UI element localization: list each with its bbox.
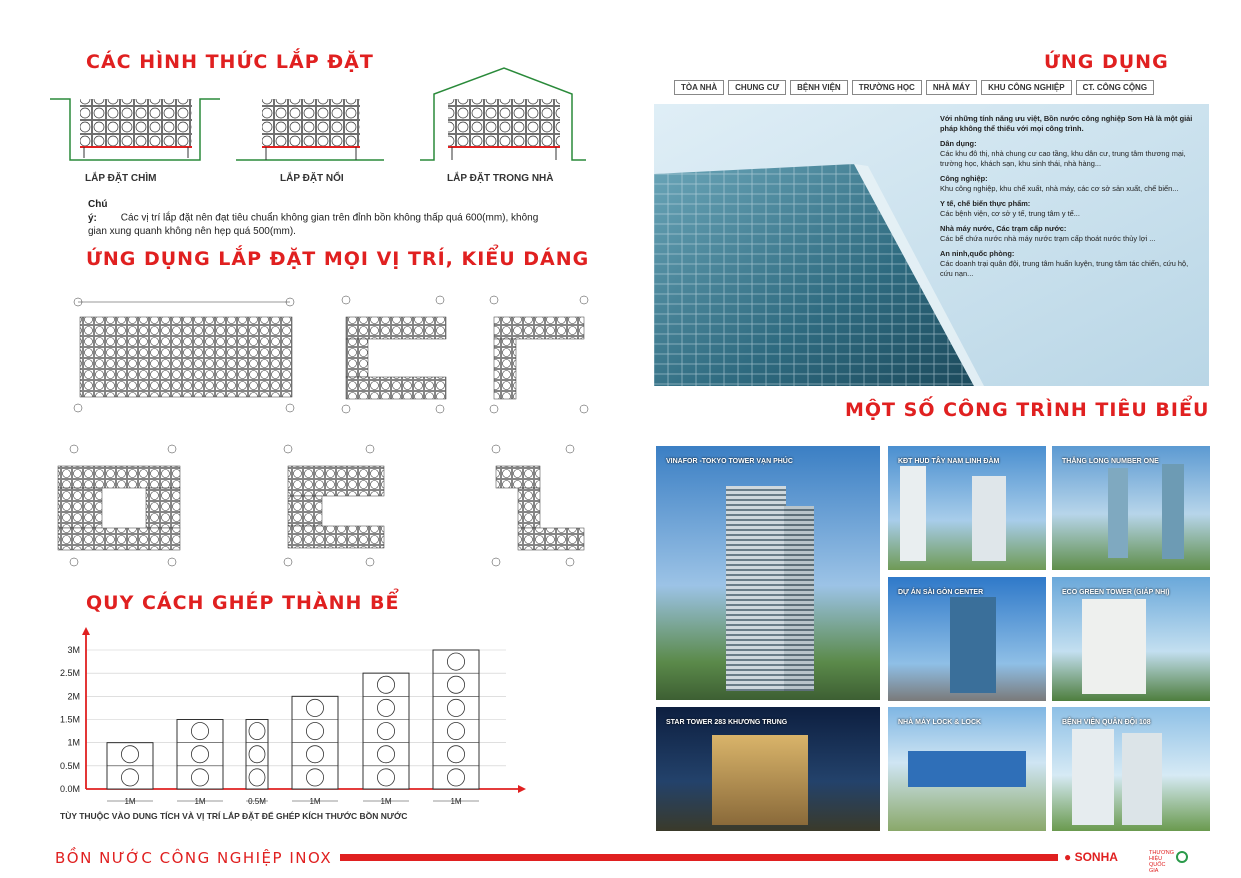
project-photo-star-tower bbox=[656, 707, 880, 831]
tab-factory[interactable]: NHÀ MÁY bbox=[926, 80, 977, 95]
layout-plans bbox=[50, 292, 610, 572]
project-photo-lock-lock bbox=[888, 707, 1046, 831]
x-tick-label: 1M bbox=[450, 797, 462, 806]
spec-title: QUY CÁCH GHÉP THÀNH BỂ bbox=[86, 592, 400, 614]
y-tick-label: 0.5M bbox=[59, 760, 80, 771]
install-note bbox=[88, 198, 558, 239]
section-text: Khu công nghiệp, khu chế xuất, nhà máy, các cơ sở sản xuất, chế biến... bbox=[940, 183, 1179, 193]
x-tick-label: 1M bbox=[194, 797, 206, 806]
project-photo-hospital-108 bbox=[1052, 707, 1210, 831]
national-brand-logo: THƯƠNG HIỆU QUỐC GIA bbox=[1149, 850, 1174, 875]
plan-z-shape bbox=[492, 445, 584, 566]
section-title: An ninh,quốc phòng: bbox=[940, 248, 1015, 258]
project-photo-saigon-center bbox=[888, 577, 1046, 701]
plan-c-shape bbox=[284, 445, 384, 566]
y-axis-arrow bbox=[82, 627, 90, 635]
install-label-indoor: LẮP ĐẶT TRONG NHÀ bbox=[447, 173, 554, 184]
spec-caption: TÙY THUỘC VÀO DUNG TÍCH VÀ VỊ TRÍ LẮP ĐẶT ĐỂ GHÉP KÍCH THƯỚC BỒN NƯỚC bbox=[60, 811, 408, 821]
note-label: Chú ý: bbox=[88, 199, 108, 224]
project-label: KĐT HUD TÂY NAM LINH ĐÀM bbox=[898, 458, 1000, 465]
y-tick-label: 2M bbox=[67, 691, 80, 702]
x-tick-label: 1M bbox=[309, 797, 321, 806]
project-photo-vinafor bbox=[656, 446, 880, 700]
project-label: NHÀ MÁY LOCK & LOCK bbox=[898, 719, 982, 726]
tab-school[interactable]: TRƯỜNG HỌC bbox=[852, 80, 922, 95]
x-tick-label: 0.5M bbox=[248, 797, 266, 806]
project-photo-hud bbox=[888, 446, 1046, 570]
tab-building[interactable]: TÒA NHÀ bbox=[674, 80, 724, 95]
x-tick-label: 1M bbox=[380, 797, 392, 806]
x-tick-label: 1M bbox=[124, 797, 136, 806]
section-text: Các bể chứa nước nhà máy nước trạm cấp thoát nước thủy lợi ... bbox=[940, 233, 1156, 243]
sonha-logo bbox=[1064, 850, 1118, 864]
plan-rectangle bbox=[74, 298, 294, 412]
section-text: Các bệnh viện, cơ sở y tế, trung tâm y tế... bbox=[940, 208, 1080, 218]
y-tick-label: 3M bbox=[67, 645, 80, 655]
indoor-install-diagram bbox=[420, 68, 586, 160]
spec-chart bbox=[50, 625, 530, 815]
y-tick-label: 1M bbox=[67, 737, 80, 748]
logo-icon: ● bbox=[1064, 850, 1072, 864]
section-text: Các khu đô thị, nhà chung cư cao tầng, khu dân cư, trung tâm thương mại, trường học, khách sạn, khu sinh thái, nhà hàng... bbox=[940, 148, 1186, 168]
section-title: Y tế, chế biến thực phẩm: bbox=[940, 198, 1031, 208]
plan-l-shape bbox=[490, 296, 588, 413]
tab-hospital[interactable]: BỆNH VIỆN bbox=[790, 80, 848, 95]
tab-public-works[interactable]: CT. CÔNG CỘNG bbox=[1076, 80, 1154, 95]
install-label-surface: LẮP ĐẶT NỔI bbox=[280, 173, 344, 184]
install-title: CÁC HÌNH THỨC LẮP ĐẶT bbox=[86, 51, 374, 73]
section-title: Nhà máy nước, Các trạm cấp nước: bbox=[940, 223, 1067, 233]
surface-install-diagram bbox=[236, 99, 384, 160]
footer-title: BỒN NƯỚC CÔNG NGHIỆP INOX bbox=[55, 849, 333, 867]
project-label: STAR TOWER 283 KHƯƠNG TRUNG bbox=[666, 719, 788, 726]
section-text: Các doanh trại quân đội, trung tâm huấn luyện, trung tâm tác chiến, cứu hộ, cứu nạn... bbox=[940, 258, 1189, 278]
layout-title: ỨNG DỤNG LẮP ĐẶT MỌI VỊ TRÍ, KIỂU DÁNG bbox=[86, 248, 590, 270]
footer-bar bbox=[340, 854, 1058, 861]
plan-frame bbox=[58, 445, 180, 566]
application-description bbox=[940, 114, 1202, 284]
section-title: Công nghiệp: bbox=[940, 173, 988, 183]
y-tick-label: 0.0M bbox=[59, 784, 80, 794]
application-tabs bbox=[674, 80, 1154, 95]
x-axis-arrow bbox=[518, 785, 526, 793]
install-label-sunken: LẮP ĐẶT CHÌM bbox=[85, 173, 157, 184]
plan-i-shape bbox=[342, 296, 446, 413]
y-tick-label: 2.5M bbox=[59, 668, 80, 679]
project-label: ECO GREEN TOWER (GIÁP NHỊ) bbox=[1062, 589, 1170, 596]
section-title: Dân dụng: bbox=[940, 138, 977, 148]
tab-industrial-zone[interactable]: KHU CÔNG NGHIỆP bbox=[981, 80, 1071, 95]
sunken-install-diagram bbox=[50, 99, 220, 160]
hero-image bbox=[654, 104, 1209, 386]
y-tick-label: 1.5M bbox=[59, 714, 80, 725]
logo-text: SONHA bbox=[1074, 850, 1118, 864]
intro-text: Với những tính năng ưu việt, Bồn nước công nghiệp Sơn Hà là một giải pháp không thể thiếu với mọi công trình. bbox=[940, 114, 1193, 133]
bar bbox=[177, 720, 223, 790]
project-photo-thang-long bbox=[1052, 446, 1210, 570]
project-label: VINAFOR -TOKYO TOWER VẠN PHÚC bbox=[666, 458, 793, 465]
project-label: BỆNH VIỆN QUÂN ĐỘI 108 bbox=[1062, 719, 1151, 726]
project-label: THĂNG LONG NUMBER ONE bbox=[1062, 458, 1159, 465]
national-brand-icon bbox=[1176, 851, 1188, 863]
note-text: Các vị trí lắp đặt nên đạt tiêu chuẩn không gian trên đỉnh bồn không thấp quá 600(mm), không gian xung quanh không nên hẹp quá 500(mm). bbox=[88, 212, 539, 237]
project-label: DỰ ÁN SÀI GÒN CENTER bbox=[898, 589, 984, 596]
project-photo-eco-green bbox=[1052, 577, 1210, 701]
projects-title: MỘT SỐ CÔNG TRÌNH TIÊU BIỂU bbox=[845, 399, 1210, 421]
install-diagrams bbox=[50, 64, 590, 176]
app-title: ỨNG DỤNG bbox=[1044, 51, 1169, 73]
bar bbox=[363, 673, 409, 789]
tab-apartment[interactable]: CHUNG CƯ bbox=[728, 80, 786, 95]
